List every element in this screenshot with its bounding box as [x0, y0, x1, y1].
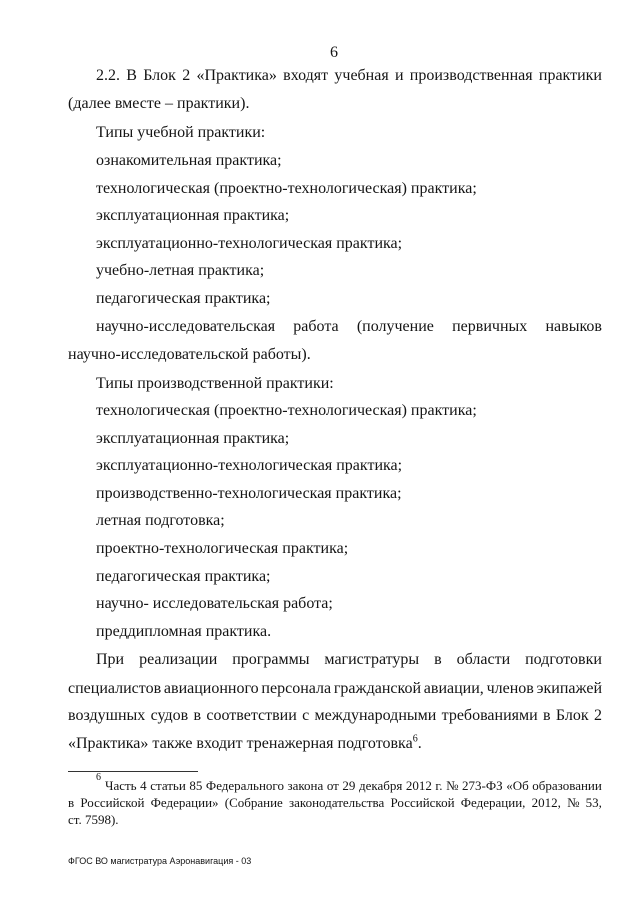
word: 29	[342, 778, 356, 793]
final-paragraph-line-4-text: «Практика» также входит тренажерная подготовка	[68, 735, 413, 752]
word: При	[96, 651, 125, 668]
word: в	[68, 795, 75, 810]
word: судов	[150, 707, 189, 724]
word: 2	[182, 67, 191, 84]
footnote-line-2	[68, 795, 602, 811]
footnote-reference[interactable]: 6	[412, 733, 418, 745]
word: Федерального	[205, 778, 284, 793]
word: Блок	[143, 67, 176, 84]
production-practice-item: научно- исследовательская работа;	[96, 595, 333, 613]
word: работа	[293, 318, 339, 335]
word: соответствии	[206, 707, 297, 724]
production-practice-item: производственно-технологическая практика;	[96, 484, 402, 502]
word: специалистов	[68, 680, 162, 697]
word: 2012	[405, 778, 432, 793]
word: реализации	[139, 651, 218, 668]
word: Часть	[105, 778, 137, 793]
footnote-line-3: ст. 7598).	[68, 812, 119, 827]
word: с	[302, 707, 310, 724]
word: 2	[593, 707, 602, 724]
word: международными	[314, 707, 437, 724]
word: Российской	[80, 795, 145, 810]
study-practice-item: ознакомительная практика;	[96, 152, 282, 169]
word: 4	[140, 778, 147, 793]
word: закона	[287, 778, 324, 793]
word: персонала	[261, 680, 332, 697]
research-line-1	[96, 318, 602, 336]
word: «Об	[506, 778, 529, 793]
word: производственная	[409, 67, 533, 84]
word: 2012,	[531, 795, 561, 810]
footnote-marker: 6	[96, 772, 101, 783]
word: законодательства	[289, 795, 385, 810]
footnote-separator	[68, 771, 198, 772]
word: статьи	[150, 778, 186, 793]
word: Российской	[390, 795, 455, 810]
word: в	[193, 707, 202, 724]
word: требованиями	[441, 707, 538, 724]
production-practice-item: педагогическая практика;	[96, 567, 271, 585]
production-practice-item: эксплуатационная практика;	[96, 429, 290, 447]
production-practice-heading: Типы производственной практики:	[96, 375, 334, 392]
production-practice-item: преддипломная практика.	[96, 622, 272, 640]
word: программы	[232, 651, 310, 668]
production-practice-item: летная подготовка;	[96, 512, 225, 530]
word: 85	[189, 778, 203, 793]
word: Федерации,	[460, 795, 526, 810]
word: авиационного	[163, 680, 259, 697]
word: гражданской	[333, 680, 422, 697]
word: научно-исследовательская	[96, 318, 276, 335]
word: членов	[486, 680, 534, 697]
word: области	[456, 651, 511, 668]
word: «Практика»	[196, 67, 277, 84]
study-practice-item: педагогическая практика;	[96, 290, 271, 307]
study-practice-item: технологическая (проектно-технологическая) практика;	[96, 179, 477, 197]
study-practice-item: эксплуатационно-технологическая практика;	[96, 234, 403, 252]
word: (получение	[356, 318, 434, 335]
word: Блок	[555, 707, 589, 724]
word: авиации,	[423, 680, 484, 697]
word: входят	[283, 67, 329, 84]
word: навыков	[545, 318, 602, 335]
document-footer-label: ФГОС ВО магистратура Аэронавигация - 03	[68, 856, 252, 866]
word: образовании	[532, 778, 602, 793]
word: №	[567, 795, 580, 810]
production-practice-item: проектно-технологическая практика;	[96, 540, 349, 557]
word: В	[126, 67, 137, 84]
word: №	[446, 778, 459, 793]
word: учебная	[334, 67, 389, 84]
word: (Собрание	[224, 795, 283, 810]
research-line-2: научно-исследовательской работы).	[68, 346, 311, 363]
footnote-line-1-text	[105, 778, 602, 794]
word: и	[394, 67, 404, 84]
page-number: 6	[330, 44, 338, 61]
word: в	[543, 707, 551, 724]
final-paragraph-line-4-end: .	[417, 735, 422, 752]
word: декабря	[358, 778, 403, 793]
word: 2.2.	[96, 67, 120, 84]
final-paragraph-line-1	[96, 651, 602, 669]
word: 273-ФЗ	[462, 778, 503, 793]
footnote-line-1	[96, 772, 602, 794]
word: 53,	[585, 795, 602, 810]
word: подготовки	[525, 651, 602, 668]
production-practice-item: технологическая (проектно-технологическая) практика;	[96, 402, 477, 419]
word: воздушных	[68, 707, 146, 724]
final-paragraph-line-3	[68, 707, 602, 725]
section-intro-line-2: (далее вместе – практики).	[68, 95, 250, 112]
word: в	[434, 651, 442, 668]
section-intro-line-1	[96, 67, 602, 85]
word: первичных	[452, 318, 528, 335]
study-practice-item: эксплуатационная практика;	[96, 207, 290, 225]
word: от	[326, 778, 339, 793]
word: Федерации»	[150, 795, 219, 810]
production-practice-item: эксплуатационно-технологическая практика;	[96, 457, 403, 475]
word: практики	[538, 67, 602, 84]
final-paragraph-line-4	[68, 735, 422, 753]
word: г.	[435, 778, 443, 793]
study-practice-item: учебно-летная практика;	[96, 262, 265, 280]
study-practice-heading: Типы учебной практики:	[96, 124, 266, 141]
word: магистратуры	[324, 651, 420, 668]
final-paragraph-line-2	[68, 680, 602, 698]
word: экипажей	[536, 680, 602, 697]
